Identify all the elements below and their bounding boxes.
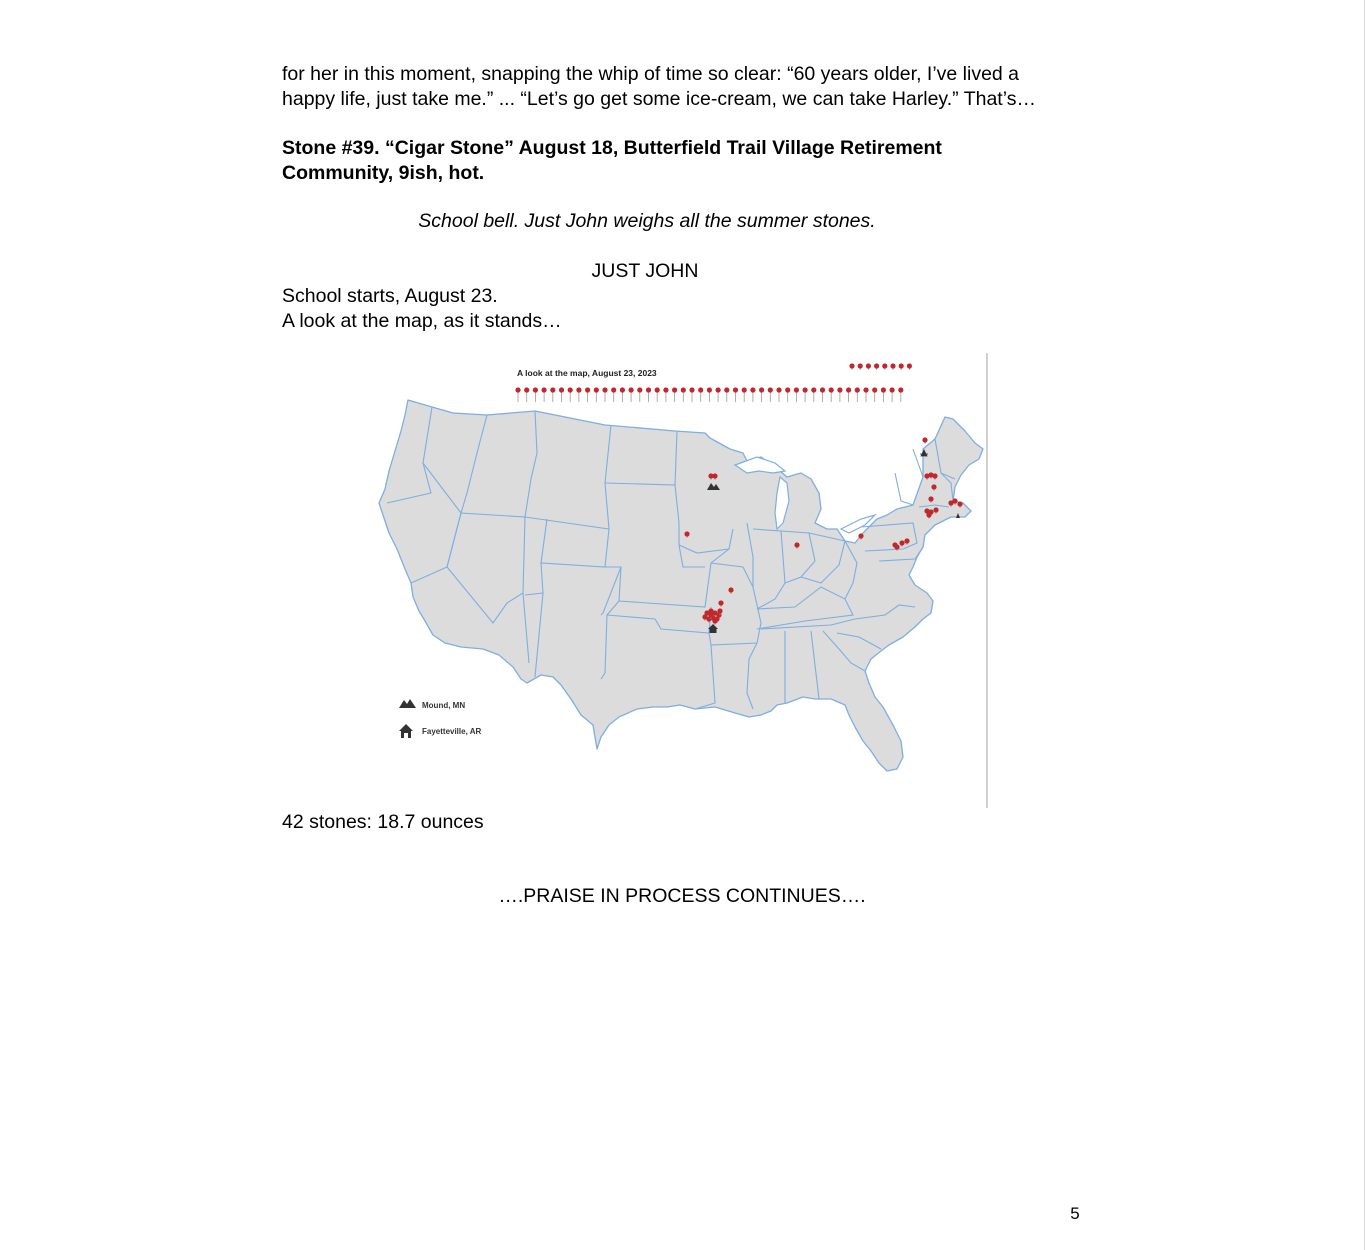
- stone-pin: [646, 387, 651, 402]
- us-map-figure: [375, 353, 989, 808]
- stone-pin: [899, 363, 904, 370]
- stone-pin: [890, 363, 895, 370]
- stone-pin: [716, 387, 721, 402]
- legend-label: Mound, MN: [422, 701, 466, 710]
- stone-pin: [629, 387, 634, 402]
- stone-pin: [698, 387, 703, 402]
- stone-pin: [898, 387, 903, 402]
- stone-pin: [849, 363, 854, 370]
- stone-pin: [742, 387, 747, 402]
- stone-pin: [820, 387, 825, 402]
- stone-pin: [550, 387, 555, 402]
- stone-pin: [620, 387, 625, 402]
- stone-pin: [874, 363, 879, 370]
- text-line: happy life, just take me.” ... “Let’s go get some ice-cream, we can take Harley.” That’s…: [282, 88, 1036, 110]
- stone-pin: [785, 387, 790, 402]
- stone-pin: [863, 387, 868, 402]
- stone-pin: [811, 387, 816, 402]
- text-line: School starts, August 23.: [282, 285, 498, 307]
- stone-pin: [837, 387, 842, 402]
- stone-pin: [846, 387, 851, 402]
- stone-pin: [750, 387, 755, 402]
- continues-banner: ….PRAISE IN PROCESS CONTINUES….: [498, 885, 866, 907]
- stone-pin: [794, 387, 799, 402]
- stone-pin: [881, 387, 886, 402]
- page-number: 5: [1070, 1204, 1080, 1223]
- stone-pin: [759, 387, 764, 402]
- mountain-icon: [399, 699, 416, 708]
- stone-pin: [559, 387, 564, 402]
- stone-pin: [542, 387, 547, 402]
- stone-pin: [611, 387, 616, 402]
- stone-pin: [776, 387, 781, 402]
- legend-mound: [399, 699, 465, 710]
- stone-pin: [568, 387, 573, 402]
- stone-pin: [768, 387, 773, 402]
- stone-pin: [907, 363, 912, 370]
- paragraph-school: [282, 284, 1082, 334]
- stone-pin: [922, 437, 927, 444]
- stone-pin: [803, 387, 808, 402]
- stone-pin: [855, 387, 860, 402]
- stone-pin: [594, 387, 599, 402]
- legend-fayetteville: [399, 724, 482, 738]
- stone-pin: [655, 387, 660, 402]
- stone-pin: [689, 387, 694, 402]
- stone-pin: [707, 387, 712, 402]
- stone-pin: [829, 387, 834, 402]
- heading-line: Stone #39. “Cigar Stone” August 18, Butterfield Trail Village Retirement: [282, 137, 942, 159]
- text-line: A look at the map, as it stands…: [282, 310, 562, 332]
- stone-pin: [672, 387, 677, 402]
- stone-pin: [637, 387, 642, 402]
- paragraph-continuation: [282, 62, 1082, 112]
- pin-row-top: [849, 363, 912, 370]
- epigraph: School bell. Just John weighs all the summer stones.: [418, 210, 876, 232]
- stone-pin: [602, 387, 607, 402]
- stone-pin: [724, 387, 729, 402]
- stone-pin: [576, 387, 581, 402]
- stone-heading: [282, 136, 1082, 186]
- stone-pin: [882, 363, 887, 370]
- stone-pin: [733, 387, 738, 402]
- legend-label: Fayetteville, AR: [422, 727, 482, 736]
- stone-pin: [524, 387, 529, 402]
- stone-pin: [663, 387, 668, 402]
- stone-pin: [515, 387, 520, 402]
- house-icon: [399, 724, 413, 738]
- stone-pin: [858, 363, 863, 370]
- map-title: A look at the map, August 23, 2023: [517, 368, 657, 378]
- section-title: JUST JOHN: [591, 260, 699, 282]
- stone-pin: [681, 387, 686, 402]
- stone-pin: [533, 387, 538, 402]
- stones-summary: 42 stones: 18.7 ounces: [282, 811, 484, 833]
- text-line: for her in this moment, snapping the whip of time so clear: “60 years older, I’ve lived a: [282, 63, 1020, 85]
- heading-line: Community, 9ish, hot.: [282, 162, 485, 184]
- stone-pin: [890, 387, 895, 402]
- stone-pin: [866, 363, 871, 370]
- stone-pin: [585, 387, 590, 402]
- pin-row-main: [515, 387, 903, 402]
- us-landmass: [379, 400, 983, 771]
- stone-pin: [872, 387, 877, 402]
